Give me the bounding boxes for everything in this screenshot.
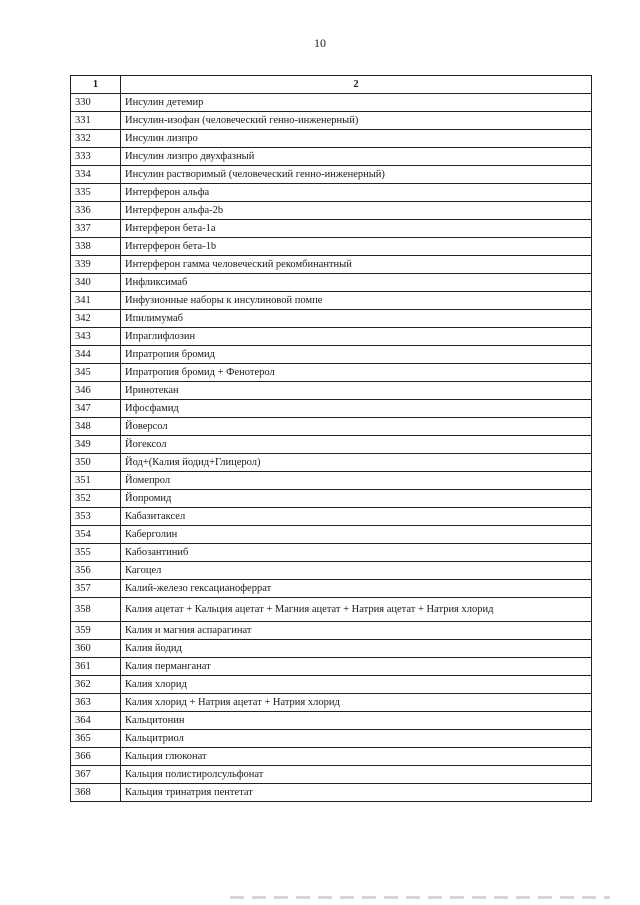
drug-name: Калия и магния аспарагинат bbox=[121, 622, 592, 640]
table-row bbox=[71, 148, 592, 166]
table-row bbox=[71, 202, 592, 220]
row-number: 346 bbox=[71, 382, 121, 400]
drug-name: Инфузионные наборы к инсулиновой помпе bbox=[121, 292, 592, 310]
table-row bbox=[71, 748, 592, 766]
table-row bbox=[71, 640, 592, 658]
drug-name: Калия ацетат + Кальция ацетат + Магния ацетат + Натрия ацетат + Натрия хлорид bbox=[121, 598, 592, 622]
row-number: 363 bbox=[71, 694, 121, 712]
drug-name: Иринотекан bbox=[121, 382, 592, 400]
row-number: 352 bbox=[71, 490, 121, 508]
row-number: 367 bbox=[71, 766, 121, 784]
drug-name: Инсулин лизпро bbox=[121, 130, 592, 148]
drug-name: Кальция тринатрия пентетат bbox=[121, 784, 592, 802]
table-row bbox=[71, 364, 592, 382]
drug-name: Кагоцел bbox=[121, 562, 592, 580]
drug-name: Интерферон альфа bbox=[121, 184, 592, 202]
row-number: 356 bbox=[71, 562, 121, 580]
table-row bbox=[71, 580, 592, 598]
row-number: 335 bbox=[71, 184, 121, 202]
table-row bbox=[71, 490, 592, 508]
drug-name: Йоверсол bbox=[121, 418, 592, 436]
drug-name: Ифосфамид bbox=[121, 400, 592, 418]
drug-name: Калия перманганат bbox=[121, 658, 592, 676]
row-number: 336 bbox=[71, 202, 121, 220]
table-row bbox=[71, 562, 592, 580]
row-number: 364 bbox=[71, 712, 121, 730]
drug-name: Калий-железо гексацианоферрат bbox=[121, 580, 592, 598]
column-header-name: 2 bbox=[121, 76, 592, 94]
table-row bbox=[71, 400, 592, 418]
row-number: 345 bbox=[71, 364, 121, 382]
row-number: 344 bbox=[71, 346, 121, 364]
table-row bbox=[71, 274, 592, 292]
drug-name: Йод+(Калия йодид+Глицерол) bbox=[121, 454, 592, 472]
footer-scan-artifact bbox=[230, 896, 610, 899]
drug-name: Инфликсимаб bbox=[121, 274, 592, 292]
row-number: 348 bbox=[71, 418, 121, 436]
table-row bbox=[71, 454, 592, 472]
row-number: 362 bbox=[71, 676, 121, 694]
drug-name: Инсулин детемир bbox=[121, 94, 592, 112]
drug-name: Ипилимумаб bbox=[121, 310, 592, 328]
drug-name: Кабазитаксел bbox=[121, 508, 592, 526]
table-row bbox=[71, 94, 592, 112]
row-number: 354 bbox=[71, 526, 121, 544]
drug-name: Кальцитриол bbox=[121, 730, 592, 748]
row-number: 337 bbox=[71, 220, 121, 238]
table-row bbox=[71, 598, 592, 622]
table-row bbox=[71, 238, 592, 256]
drug-name: Йомепрол bbox=[121, 472, 592, 490]
page-number: 10 bbox=[314, 36, 326, 50]
table-row bbox=[71, 184, 592, 202]
row-number: 359 bbox=[71, 622, 121, 640]
drug-name: Ипратропия бромид bbox=[121, 346, 592, 364]
row-number: 347 bbox=[71, 400, 121, 418]
table-header-row bbox=[71, 76, 592, 94]
drug-name: Кабозантиниб bbox=[121, 544, 592, 562]
row-number: 357 bbox=[71, 580, 121, 598]
column-header-number: 1 bbox=[71, 76, 121, 94]
row-number: 355 bbox=[71, 544, 121, 562]
drug-name: Калия йодид bbox=[121, 640, 592, 658]
row-number: 341 bbox=[71, 292, 121, 310]
row-number: 360 bbox=[71, 640, 121, 658]
table-row bbox=[71, 220, 592, 238]
table-row bbox=[71, 508, 592, 526]
drug-name: Интерферон бета-1а bbox=[121, 220, 592, 238]
drug-name: Калия хлорид + Натрия ацетат + Натрия хлорид bbox=[121, 694, 592, 712]
table-row bbox=[71, 676, 592, 694]
table-row bbox=[71, 766, 592, 784]
row-number: 361 bbox=[71, 658, 121, 676]
row-number: 338 bbox=[71, 238, 121, 256]
drug-name: Инсулин-изофан (человеческий генно-инженерный) bbox=[121, 112, 592, 130]
row-number: 330 bbox=[71, 94, 121, 112]
drug-name: Инсулин растворимый (человеческий генно-инженерный) bbox=[121, 166, 592, 184]
row-number: 353 bbox=[71, 508, 121, 526]
drug-name: Калия хлорид bbox=[121, 676, 592, 694]
drug-name: Йогексол bbox=[121, 436, 592, 454]
row-number: 334 bbox=[71, 166, 121, 184]
row-number: 342 bbox=[71, 310, 121, 328]
table-row bbox=[71, 730, 592, 748]
row-number: 358 bbox=[71, 598, 121, 622]
table-row bbox=[71, 328, 592, 346]
drug-name: Йопромид bbox=[121, 490, 592, 508]
row-number: 366 bbox=[71, 748, 121, 766]
drug-name: Каберголин bbox=[121, 526, 592, 544]
table-row bbox=[71, 658, 592, 676]
drug-name: Ипратропия бромид + Фенотерол bbox=[121, 364, 592, 382]
table-row bbox=[71, 526, 592, 544]
row-number: 331 bbox=[71, 112, 121, 130]
table-body bbox=[71, 94, 592, 802]
table-row bbox=[71, 784, 592, 802]
drug-name: Интерферон альфа-2b bbox=[121, 202, 592, 220]
drug-name: Инсулин лизпро двухфазный bbox=[121, 148, 592, 166]
table-row bbox=[71, 622, 592, 640]
table-row bbox=[71, 256, 592, 274]
table-row bbox=[71, 130, 592, 148]
table-row bbox=[71, 694, 592, 712]
table-row bbox=[71, 712, 592, 730]
row-number: 343 bbox=[71, 328, 121, 346]
row-number: 351 bbox=[71, 472, 121, 490]
row-number: 340 bbox=[71, 274, 121, 292]
row-number: 332 bbox=[71, 130, 121, 148]
drug-name: Кальция глюконат bbox=[121, 748, 592, 766]
table-row bbox=[71, 382, 592, 400]
drug-name: Интерферон гамма человеческий рекомбинантный bbox=[121, 256, 592, 274]
table-row bbox=[71, 346, 592, 364]
drug-name: Интерферон бета-1b bbox=[121, 238, 592, 256]
table-row bbox=[71, 112, 592, 130]
table-row bbox=[71, 418, 592, 436]
row-number: 368 bbox=[71, 784, 121, 802]
table-row bbox=[71, 544, 592, 562]
drug-name: Кальция полистиролсульфонат bbox=[121, 766, 592, 784]
row-number: 339 bbox=[71, 256, 121, 274]
row-number: 365 bbox=[71, 730, 121, 748]
row-number: 350 bbox=[71, 454, 121, 472]
drug-name: Ипраглифлозин bbox=[121, 328, 592, 346]
drug-name: Кальцитонин bbox=[121, 712, 592, 730]
row-number: 349 bbox=[71, 436, 121, 454]
table-row bbox=[71, 310, 592, 328]
table-row bbox=[71, 472, 592, 490]
row-number: 333 bbox=[71, 148, 121, 166]
table-row bbox=[71, 166, 592, 184]
table-row bbox=[71, 292, 592, 310]
table-row bbox=[71, 436, 592, 454]
drug-list-table bbox=[70, 75, 592, 802]
